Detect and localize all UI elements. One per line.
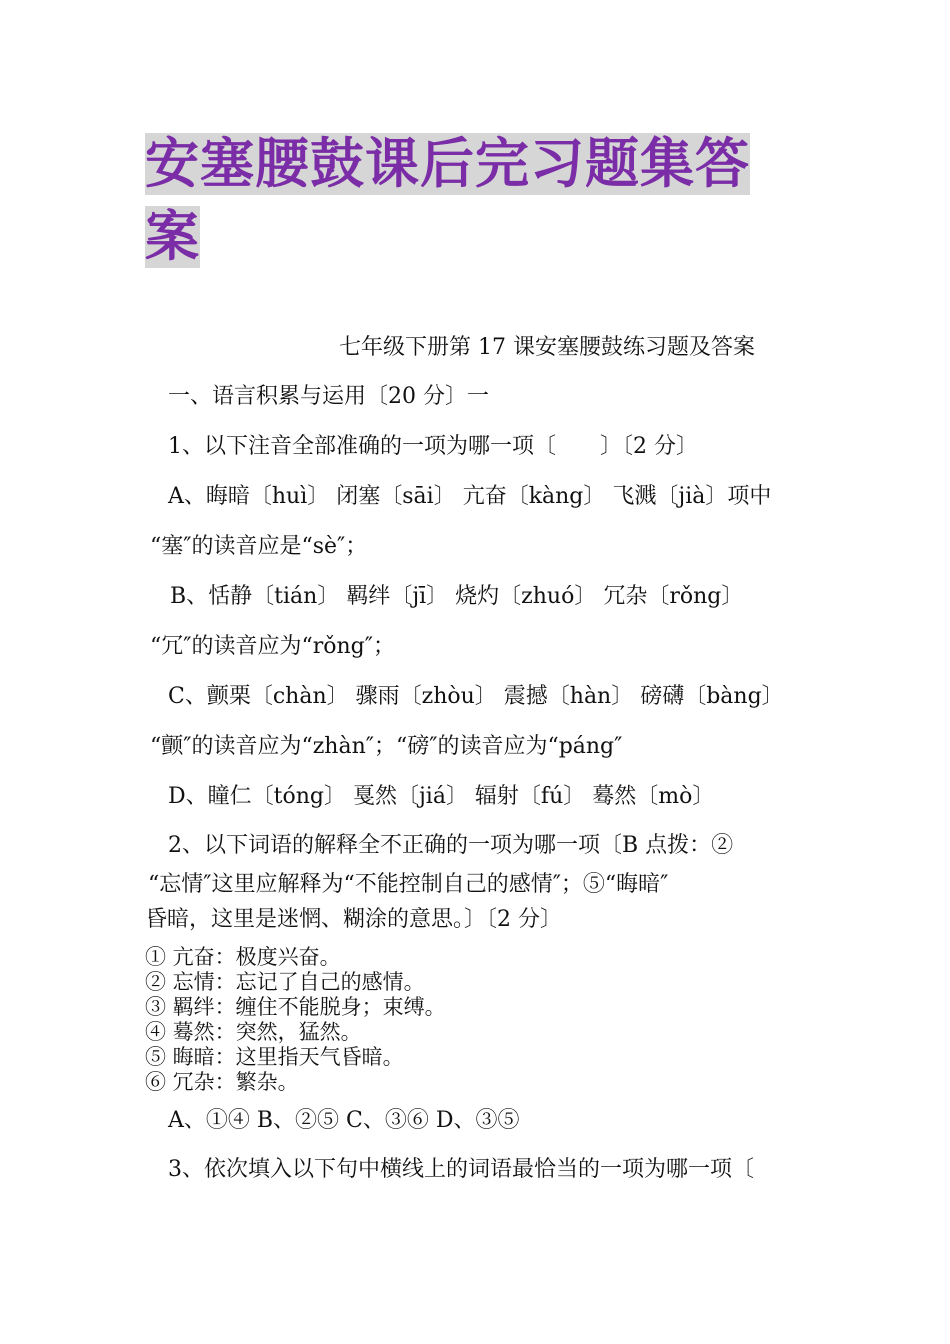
- question-1-option-a-note: “塞″的读音应是“sè″；: [150, 534, 368, 559]
- question-3-stem: 3、依次填入以下句中横线上的词语最恰当的一项为哪一项〔: [168, 1157, 754, 1182]
- question-1-option-b-note: “冗″的读音应为“rǒng″；: [150, 634, 395, 659]
- document-title-line-1: 安塞腰鼓课后完习题集答: [145, 132, 750, 195]
- question-2-item: ① 亢奋：极度兴奋。: [145, 945, 341, 969]
- question-2-item: ④ 蓦然：突然，猛然。: [145, 1020, 362, 1044]
- question-1-option-c-note: “颤″的读音应为“zhàn″；“磅″的读音应为“páng″: [150, 734, 623, 759]
- question-2-stem-line-3: 昏暗，这里是迷惘、糊涂的意思。〕〔2 分〕: [145, 907, 562, 932]
- question-2-item: ⑥ 冗杂：繁杂。: [145, 1070, 299, 1094]
- document-title-line-2: 案: [145, 205, 200, 268]
- question-2-item: ③ 羁绊：缠住不能脱身；束缚。: [145, 995, 446, 1019]
- question-1-option-b: B、恬静〔tián〕 羁绊〔jī〕 烧灼〔zhuó〕 冗杂〔rǒng〕: [170, 584, 744, 609]
- question-2-stem-line-2: “忘情″这里应解释为“不能控制自己的感情″；⑤“晦暗″: [148, 872, 669, 897]
- question-2-stem-line-1: 2、以下词语的解释全不正确的一项为哪一项〔B 点拨：②: [168, 833, 734, 858]
- section-heading: 一、语言积累与运用〔20 分〕一: [168, 384, 489, 409]
- question-2-choices: A、①④ B、②⑤ C、③⑥ D、③⑤: [168, 1108, 520, 1133]
- question-2-item: ⑤ 晦暗：这里指天气昏暗。: [145, 1045, 404, 1069]
- question-1-option-a: A、晦暗〔huì〕 闭塞〔sāi〕 亢奋〔kàng〕 飞溅〔jià〕项中: [168, 484, 772, 509]
- subtitle: 七年级下册第 17 课安塞腰鼓练习题及答案: [339, 335, 755, 360]
- question-1-option-d: D、瞳仁〔tóng〕 戛然〔jiá〕 辐射〔fú〕 蓦然〔mò〕: [168, 784, 715, 809]
- question-1-option-c: C、颤栗〔chàn〕 骤雨〔zhòu〕 震撼〔hàn〕 磅礴〔bàng〕: [168, 684, 784, 709]
- question-1-stem: 1、以下注音全部准确的一项为哪一项〔 〕〔2 分〕: [168, 434, 698, 459]
- question-2-item: ② 忘情：忘记了自己的感情。: [145, 970, 425, 994]
